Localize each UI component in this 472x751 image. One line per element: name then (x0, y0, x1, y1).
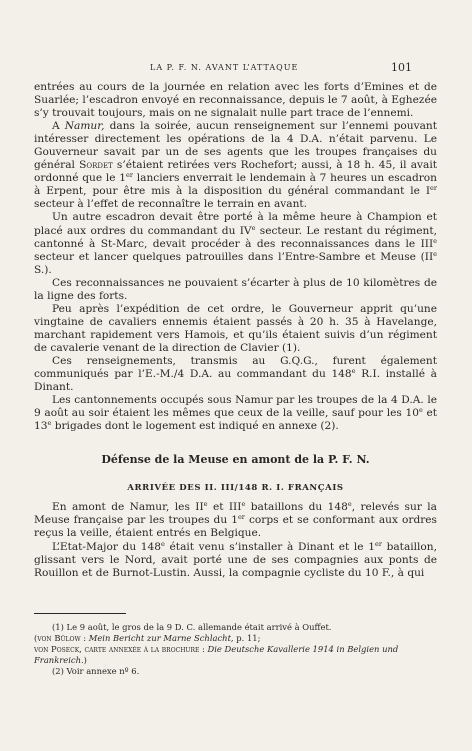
running-header (0, 61, 472, 75)
paragraph: Ces renseignements, transmis au G.Q.G., furent également communiqués par l’E.-M./4 D.A. au commandant du 148e R.I. installé à Dinant. (34, 354, 437, 394)
paragraph: En amont de Namur, les IIe et IIIe bataillons du 148e, relevés sur la Meuse française par les troupes du 1er corps et se conformant aux ordres reçus la veille, étaient entrés en Belgique. (34, 500, 437, 540)
page-number: 101 (391, 61, 412, 74)
paragraph: A Namur, dans la soirée, aucun renseignement sur l’ennemi pouvant intéresser directement les opérations de la 4 D.A. n’était parvenu. Le Gouverneur savait par un de ses agents que les troupes françaises du général Sordet s’étaient retirées vers Rochefort; aussi, à 18 h. 45, il avait ordonné que le 1er lanciers enverrait le lendemain à 7 heures un escadron à Erpent, pour être mis à la disposition du général commandant le Ier secteur à l’effet de reconnaître le terrain en avant. (34, 120, 437, 211)
paragraph: Peu après l’expédition de cet ordre, le Gouverneur apprit qu’une vingtaine de cavaliers ennemis étaient passés à 20 h. 35 à Havelange, marchant rapidement vers Hamois, et qu’ils étaient suivis d’un régiment de cavalerie venant de la direction de Clavier (1). (34, 302, 437, 354)
footnote-continuation: von Poseck, carte annexée à la brochure : Die Deutsche Kavallerie 1914 in Belgien und Frankreich.) (34, 644, 399, 665)
paragraph: Un autre escadron devait être porté à la même heure à Champion et placé aux ordres du commandant du IVe secteur. Le restant du régiment, cantonné à St-Marc, devait procéder à des reconnaissances dans le IIIe secteur et lancer quelques patrouilles dans l’Entre-Sambre et Meuse (IIe S.). (34, 211, 437, 276)
paragraph: entrées au cours de la journée en relation avec les forts d’Emines et de Suarlée; l’escadron envoyé en reconnaissance, depuis le 7 août, à Eghezée s’y trouvait toujours, mais on ne signalait nulle part trace de l’ennemi. (34, 81, 437, 120)
running-title: LA P. F. N. AVANT L’ATTAQUE (150, 63, 299, 72)
section-title: Défense de la Meuse en amont de la P. F. N. (101, 453, 370, 467)
footnotes (34, 622, 437, 677)
body-text (34, 81, 437, 580)
footnote: (1) Le 9 août, le gros de la 9 D. C. allemande était arrivé à Ouffet. (52, 622, 332, 632)
place-name-namur: Namur, (64, 120, 105, 133)
paragraph: Ces reconnaissances ne pouvaient s’écarter à plus de 10 kilomètres de la ligne des forts. (34, 276, 437, 302)
name-sordet: Sordet (79, 159, 113, 172)
subsection-title: ARRIVÉE DES II. III/148 R. I. FRANÇAIS (127, 483, 344, 494)
paragraph: L’Etat-Major du 148e était venu s’installer à Dinant et le 1er bataillon, glissant vers le Nord, avait porté une de ses compagnies aux ponts de Rouillon et de Burnot-Lustin. Aussi, la compagnie cycliste du 10 F., à qui (34, 539, 437, 579)
paragraph: Les cantonnements occupés sous Namur par les troupes de la 4 D.A. le 9 août au soir étaient les mêmes que ceux de la veille, sauf pour les 10e et 13e brigades dont le logement est indiqué en annexe (2). (34, 394, 437, 433)
footnote: (2) Voir annexe nº 6. (52, 666, 140, 676)
footnote-divider (34, 613, 126, 614)
footnote-continuation: (von Bülow : Mein Bericht zur Marne Schlacht, p. 11; (34, 633, 261, 643)
